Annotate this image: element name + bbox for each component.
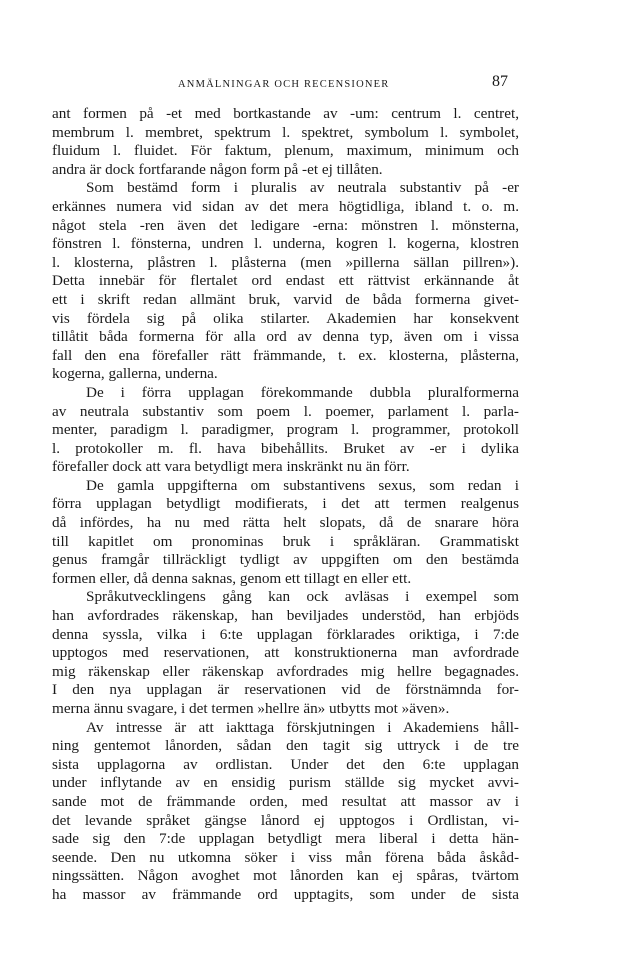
text-line: Detta innebär för flertalet ord endast ett rättvist erkännande åt <box>52 272 519 290</box>
text-line: det levande språket gängse lånord ej upptogos i Ordlistan, vi- <box>52 811 519 829</box>
paragraph-first-line: Som bestämd form i pluralis av neutrala substantiv på -er <box>86 179 519 197</box>
text-line: menter, paradigm l. paradigmer, program l. programmer, protokoll <box>52 421 519 439</box>
text-line: membrum l. membret, spektrum l. spektret, symbolum l. symbolet, <box>52 123 519 141</box>
text-line: under inflytande av en ensidig purism ställde sig mycket avvi- <box>52 774 519 792</box>
paragraph-first-line: De gamla uppgifterna om substantivens sexus, som redan i <box>86 476 519 494</box>
text-line: denna syssla, vilka i 6:te upplagan förklarades oriktiga, i 7:de <box>52 625 519 643</box>
text-line: förefaller dock att vara betydligt mera inskränkt nu än förr. <box>52 458 410 476</box>
text-line: fall den ena förefaller rätt främmande, t. ex. klosterna, plåsterna, <box>52 346 519 364</box>
text-line: sade sig den 7:de upplagan betydligt mera liberal i detta hän- <box>52 830 519 848</box>
text-line: då infördes, ha nu med rätta helt slopats, då de snarare höra <box>52 514 519 532</box>
text-line: förra upplagan betydligt modifierats, i det att termen realgenus <box>52 495 519 513</box>
text-line: sista upplagorna av ordlistan. Under det den 6:te upplagan <box>52 755 519 773</box>
running-head: ANMÄLNINGAR OCH RECENSIONER <box>178 79 390 90</box>
page-number: 87 <box>492 73 508 90</box>
text-line: mig räkenskap eller räkenskap avfordrades mig hellre begagnades. <box>52 662 519 680</box>
text-line: upptogos med reservationen, att konstruktionerna man avfordrade <box>52 644 519 662</box>
text-line: kogerna, gallerna, underna. <box>52 365 218 383</box>
text-line: något stela -ren även det ledigare -erna: mönstren l. mönsterna, <box>52 216 519 234</box>
text-line: ett i skrift redan allmänt bruk, varvid de båda formerna givet- <box>52 290 519 308</box>
paragraph-first-line: Språkutvecklingens gång kan ock avläsas i exempel som <box>86 588 519 606</box>
text-line: merna ännu svagare, i det termen »hellre än» utbytts mot »även». <box>52 700 450 717</box>
text-line: erkännes numera vid sidan av det mera högtidliga, ibland t. o. m. <box>52 197 519 215</box>
body-text <box>52 105 519 905</box>
text-line: ant formen på -et med bortkastande av -um: centrum l. centret, <box>52 105 519 122</box>
text-line: andra är dock fortfarande någon form på -et ej tillåten. <box>52 160 383 178</box>
text-line: seende. Den nu utkomna söker i viss mån förena båda åskåd- <box>52 848 519 866</box>
text-line: han avfordrades räkenskap, han beviljades understöd, han erbjöds <box>52 607 519 625</box>
paragraph-first-line: De i förra upplagan förekommande dubbla pluralformerna <box>86 383 519 401</box>
text-line: sande mot de främmande orden, med resultat att massor av i <box>52 792 519 810</box>
text-line: ha massor av främmande ord upptagits, som under de sista <box>52 885 519 903</box>
text-line: formen eller, då denna saknas, genom ett tillagt en eller ett. <box>52 569 412 587</box>
text-line: vis fördela sig på olika stilarter. Akademien har konsekvent <box>52 309 519 327</box>
text-line: I den nya upplagan är reservationen vid de förstnämnda for- <box>52 681 519 699</box>
text-line: fönstren l. fönsterna, undren l. underna, kogren l. kogerna, klostren <box>52 235 519 253</box>
text-line: till kapitlet om pronominas bruk i språkläran. Grammatiskt <box>52 532 519 550</box>
text-line: genus framgår tillräckligt tydligt av uppgiften om den bestämda <box>52 551 519 569</box>
text-line: ning gentemot lånorden, sådan den tagit sig uttryck i de tre <box>52 737 519 755</box>
text-line: tillåtit båda formerna för alla ord av denna typ, även om i vissa <box>52 328 519 346</box>
text-line: av neutrala substantiv som poem l. poemer, parlament l. parla- <box>52 402 519 420</box>
text-line: l. klosterna, plåstren l. plåsterna (men »pillerna sällan pillren»). <box>52 253 519 271</box>
text-line: l. protokoller m. fl. hava bibehållits. Bruket av -er i dylika <box>52 439 519 457</box>
paragraph-first-line: Av intresse är att iakttaga förskjutningen i Akademiens håll- <box>86 718 519 736</box>
text-line: fluidum l. fluidet. För faktum, plenum, maximum, minimum och <box>52 142 519 160</box>
text-line: ningssätten. Någon avoghet mot lånorden kan ej spåras, tvärtom <box>52 867 519 885</box>
